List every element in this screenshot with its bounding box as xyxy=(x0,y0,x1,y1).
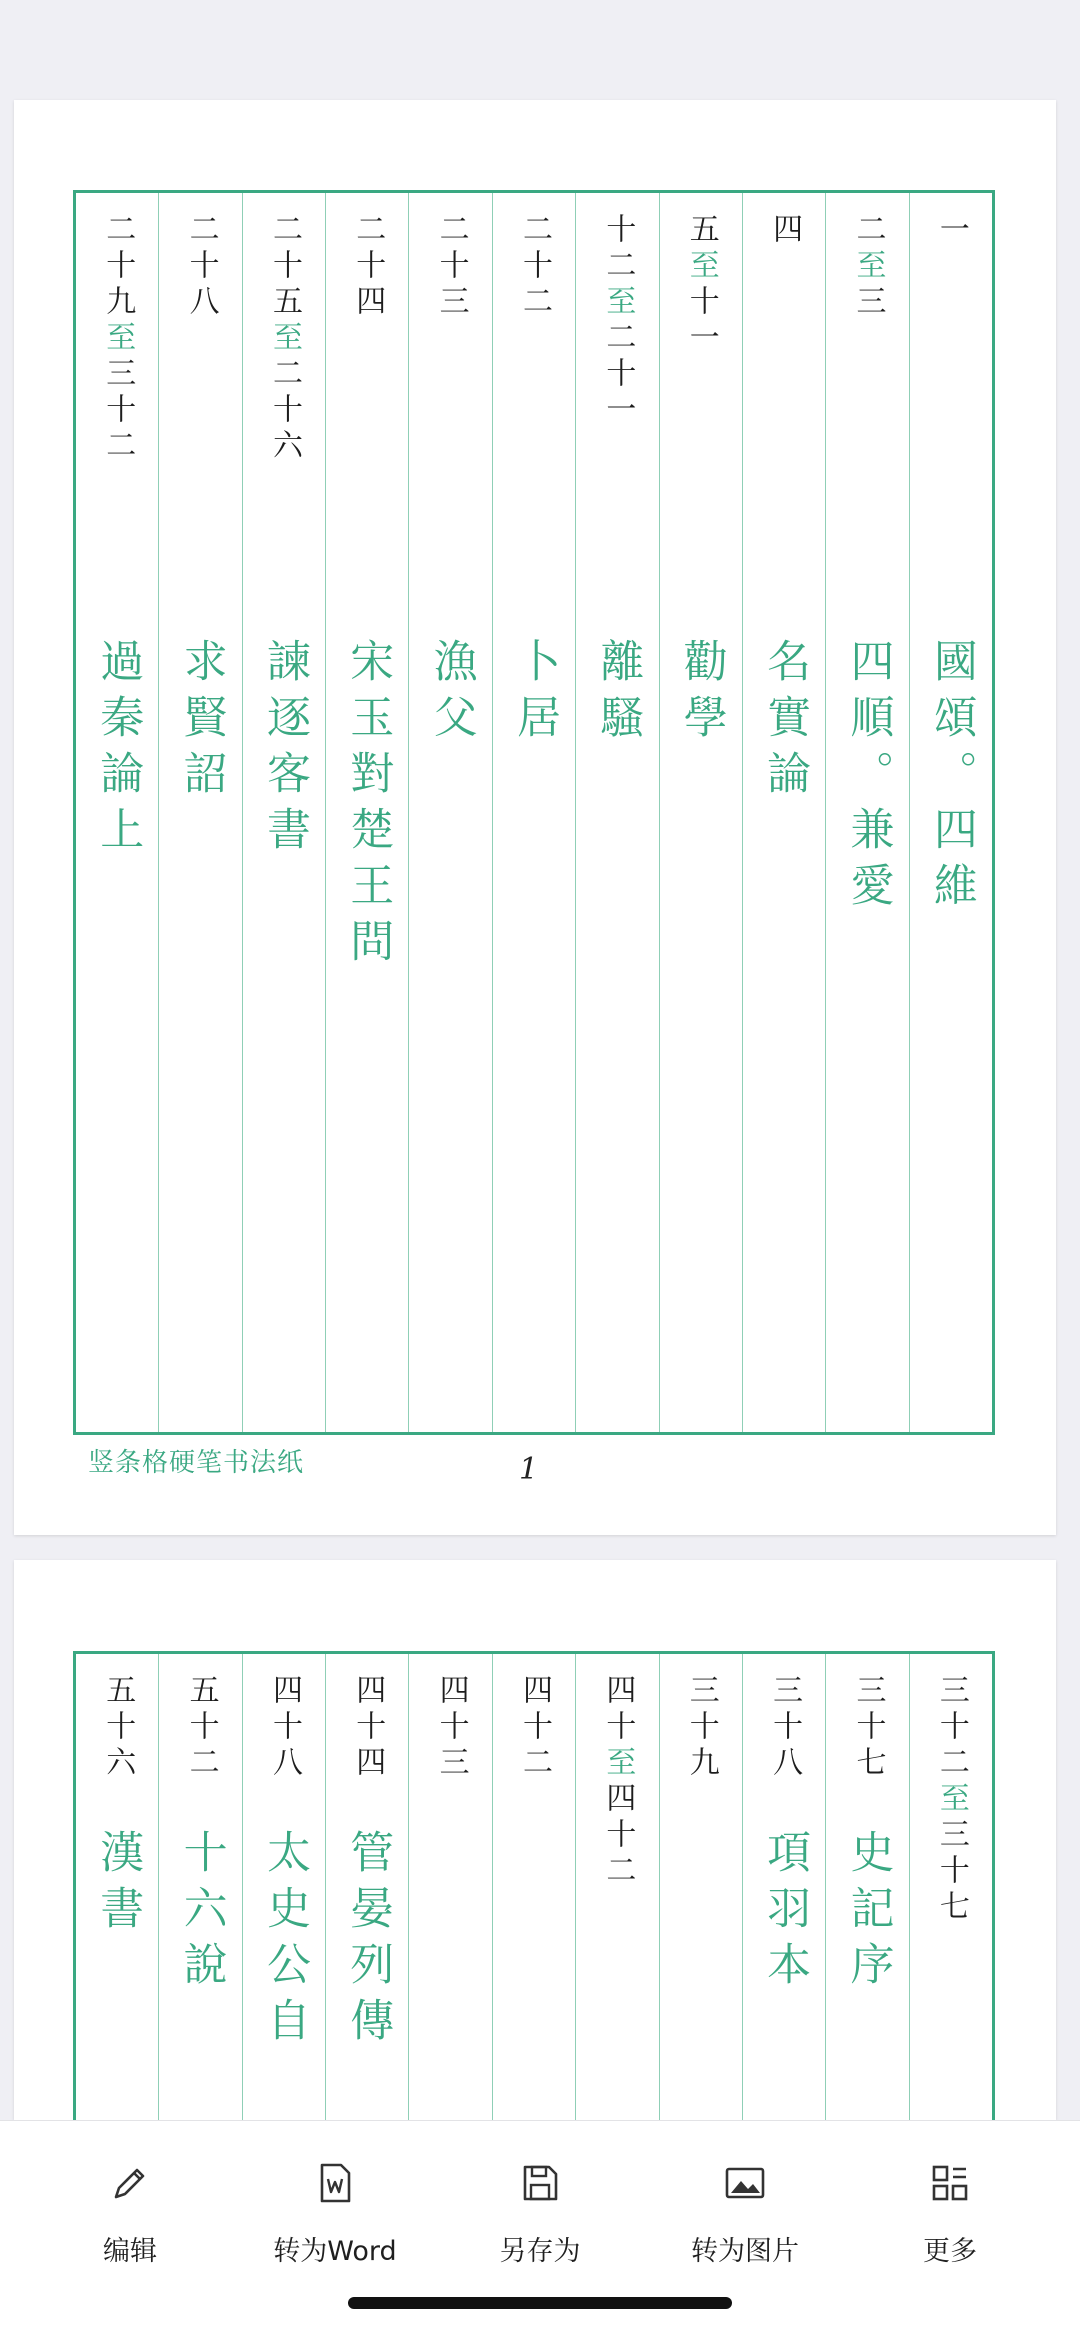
grid-column xyxy=(325,193,408,1432)
range-end: 三十二 xyxy=(100,357,136,465)
page-range xyxy=(266,213,302,465)
page-range xyxy=(433,1674,469,1782)
image-icon xyxy=(721,2159,769,2207)
essay-title: 勸學 xyxy=(675,638,727,750)
word-file-icon xyxy=(311,2159,359,2207)
grid-column xyxy=(158,193,241,1432)
grid-column xyxy=(575,193,658,1432)
page-range xyxy=(517,1674,553,1782)
range-to: 至 xyxy=(850,249,886,285)
page-range xyxy=(100,1674,136,1782)
grid-column xyxy=(825,1654,908,2120)
range-start: 三十九 xyxy=(683,1674,719,1782)
essay-title: 宋玉對楚王問 xyxy=(342,638,394,974)
vertical-grid xyxy=(73,190,995,1435)
save-icon xyxy=(516,2159,564,2207)
range-start: 二十二 xyxy=(517,213,553,321)
page-range xyxy=(683,1674,719,1782)
essay-title: 離騷 xyxy=(592,638,644,750)
page-range xyxy=(850,1674,886,1782)
pencil-icon xyxy=(106,2159,154,2207)
page-range xyxy=(600,213,636,429)
page-range xyxy=(683,213,719,357)
essay-title: 管晏列傳 xyxy=(342,1829,394,2053)
convert-to-image-button[interactable] xyxy=(665,2121,825,2271)
page-range xyxy=(350,1674,386,1782)
grid-column xyxy=(659,1654,742,2120)
range-start: 三十二 xyxy=(933,1674,969,1782)
grid-icon xyxy=(926,2159,974,2207)
page-range xyxy=(183,1674,219,1782)
range-end: 二十六 xyxy=(266,357,302,465)
range-to: 至 xyxy=(933,1782,969,1818)
essay-title: 名實論 xyxy=(759,638,811,806)
grid-column xyxy=(742,193,825,1432)
grid-column xyxy=(492,1654,575,2120)
range-start: 四十二 xyxy=(517,1674,553,1782)
edit-label: 编辑 xyxy=(103,2236,157,2267)
range-end: 三十七 xyxy=(933,1818,969,1926)
grid-column xyxy=(909,193,992,1432)
grid-column xyxy=(76,1654,158,2120)
essay-title: 卜居 xyxy=(509,638,561,750)
page-range xyxy=(933,213,969,249)
document-page-2 xyxy=(14,1560,1056,2120)
range-start: 四十八 xyxy=(266,1674,302,1782)
home-indicator xyxy=(348,2297,732,2309)
convert-to-word-label: 转为Word xyxy=(273,2236,397,2267)
page-range xyxy=(350,213,386,321)
convert-to-word-button[interactable] xyxy=(255,2121,415,2271)
range-start: 二十九 xyxy=(100,213,136,321)
range-to: 至 xyxy=(266,321,302,357)
edit-button[interactable] xyxy=(50,2121,210,2271)
paper-type-label: 竖条格硬笔书法纸 xyxy=(88,1448,305,1478)
grid-column xyxy=(158,1654,241,2120)
page-range xyxy=(183,213,219,321)
grid-column xyxy=(659,193,742,1432)
range-start: 一 xyxy=(933,213,969,249)
range-to: 至 xyxy=(600,1746,636,1782)
range-to: 至 xyxy=(600,285,636,321)
grid-column xyxy=(325,1654,408,2120)
range-start: 二 xyxy=(850,213,886,249)
range-start: 三十八 xyxy=(767,1674,803,1782)
grid-column xyxy=(742,1654,825,2120)
grid-column xyxy=(242,1654,325,2120)
essay-title: 國頌。四維 xyxy=(925,638,977,918)
range-start: 五十六 xyxy=(100,1674,136,1782)
essay-title: 項羽本 xyxy=(759,1829,811,1997)
page-range xyxy=(433,213,469,321)
save-as-button[interactable] xyxy=(460,2121,620,2271)
range-start: 二十四 xyxy=(350,213,386,321)
document-page-1 xyxy=(14,100,1056,1535)
page-range xyxy=(266,1674,302,1782)
range-start: 四十 xyxy=(600,1674,636,1746)
essay-title: 漢書 xyxy=(92,1829,144,1941)
grid-column xyxy=(76,193,158,1432)
page-number: 1 xyxy=(519,1452,539,1487)
essay-title: 四順。兼愛 xyxy=(842,638,894,918)
essay-title: 求賢詔 xyxy=(175,638,227,806)
range-start: 三十七 xyxy=(850,1674,886,1782)
range-start: 五十二 xyxy=(183,1674,219,1782)
range-start: 四十三 xyxy=(433,1674,469,1782)
essay-title: 史記序 xyxy=(842,1829,894,1997)
convert-to-image-label: 转为图片 xyxy=(691,2236,799,2267)
range-to: 至 xyxy=(100,321,136,357)
range-start: 十二 xyxy=(600,213,636,285)
grid-column xyxy=(575,1654,658,2120)
grid-column xyxy=(408,193,491,1432)
essay-title: 諫逐客書 xyxy=(258,638,310,862)
grid-column xyxy=(909,1654,992,2120)
grid-column xyxy=(825,193,908,1432)
essay-title: 十六說 xyxy=(175,1829,227,1997)
range-start: 二十三 xyxy=(433,213,469,321)
more-label: 更多 xyxy=(923,2236,977,2267)
grid-column xyxy=(492,193,575,1432)
range-end: 三 xyxy=(850,285,886,321)
page-range xyxy=(933,1674,969,1926)
range-to: 至 xyxy=(683,249,719,285)
grid-column xyxy=(242,193,325,1432)
range-start: 五 xyxy=(683,213,719,249)
range-start: 四 xyxy=(767,213,803,249)
range-start: 四十四 xyxy=(350,1674,386,1782)
range-start: 二十五 xyxy=(266,213,302,321)
essay-title: 太史公自 xyxy=(258,1829,310,2053)
range-start: 二十八 xyxy=(183,213,219,321)
page-range xyxy=(517,213,553,321)
page-range xyxy=(767,1674,803,1782)
save-as-label: 另存为 xyxy=(499,2236,581,2267)
page-range xyxy=(850,213,886,321)
page-range xyxy=(767,213,803,249)
page-range xyxy=(600,1674,636,1890)
more-button[interactable] xyxy=(870,2121,1030,2271)
essay-title: 漁父 xyxy=(425,638,477,750)
grid-column xyxy=(408,1654,491,2120)
essay-title: 過秦論上 xyxy=(92,638,144,862)
range-end: 四十二 xyxy=(600,1782,636,1890)
range-end: 二十一 xyxy=(600,321,636,429)
page-range xyxy=(100,213,136,465)
vertical-grid xyxy=(73,1651,995,2120)
range-end: 十一 xyxy=(683,285,719,357)
